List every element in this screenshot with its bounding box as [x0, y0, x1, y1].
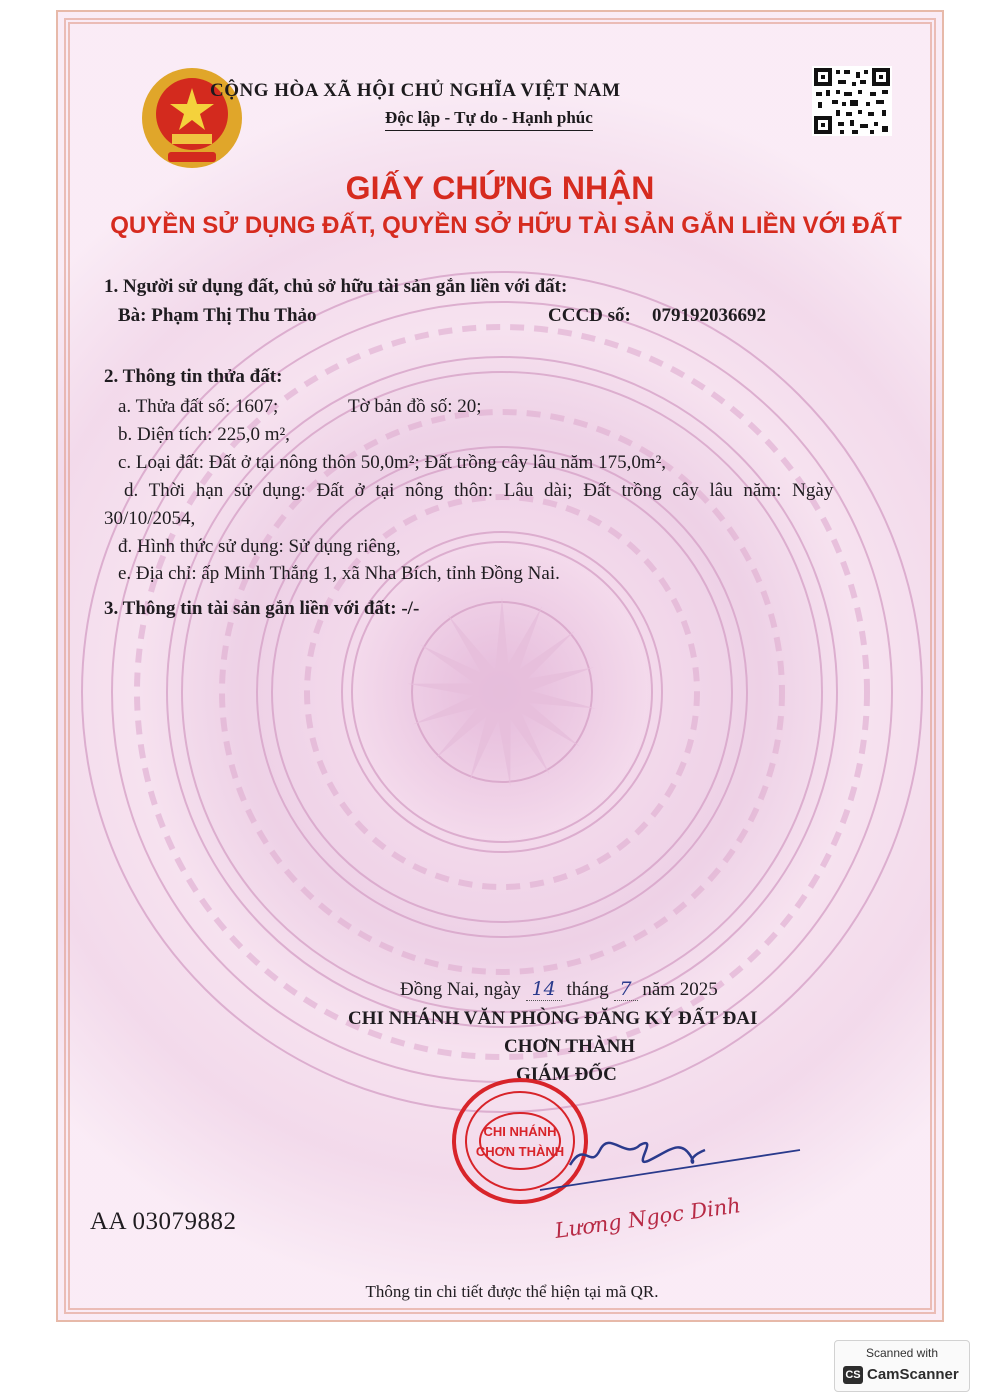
land-type: c. Loại đất: Đất ở tại nông thôn 50,0m²; Đất trồng cây lâu năm 175,0m², — [118, 452, 667, 473]
signer-name: Lương Ngọc Dinh — [553, 1193, 743, 1243]
place-date-prefix: Đồng Nai, ngày — [400, 979, 521, 1000]
address: e. Địa chỉ: ấp Minh Thắng 1, xã Nha Bích, tỉnh Đồng Nai. — [118, 563, 560, 584]
usage-term-line1: d. Thời hạn sử dụng: Đất ở tại nông thôn: Lâu dài; Đất trồng cây lâu năm: Ngày — [124, 480, 834, 501]
handwritten-signature — [530, 1120, 820, 1260]
certificate-subtitle: QUYỀN SỬ DỤNG ĐẤT, QUYỀN SỞ HỮU TÀI SẢN GẮN LIỀN VỚI ĐẤT — [110, 212, 902, 239]
id-number: 079192036692 — [652, 305, 766, 326]
scanner-badge — [834, 1340, 970, 1392]
id-label: CCCD số: — [548, 305, 631, 326]
parcel-number: a. Thửa đất số: 1607; — [118, 396, 279, 417]
svg-text:CHI NHÁNH: CHI NHÁNH — [483, 1124, 557, 1139]
scanner-badge-name: CamScanner — [867, 1366, 959, 1383]
signer-title: GIÁM ĐỐC — [516, 1064, 617, 1085]
country-name: CỘNG HÒA XÃ HỘI CHỦ NGHĨA VIỆT NAM — [210, 80, 621, 101]
usage-form: đ. Hình thức sử dụng: Sử dụng riêng, — [118, 536, 401, 557]
section1-heading: 1. Người sử dụng đất, chủ sở hữu tài sản gắn liền với đất: — [104, 276, 568, 297]
office-location: CHƠN THÀNH — [504, 1036, 636, 1057]
qr-note: Thông tin chi tiết được thể hiện tại mã QR. — [365, 1282, 659, 1301]
svg-text:CHƠN THÀNH: CHƠN THÀNH — [475, 1144, 565, 1159]
section2-heading: 2. Thông tin thửa đất: — [104, 366, 283, 387]
map-sheet-number: Tờ bản đồ số: 20; — [348, 396, 482, 417]
owner-name: Bà: Phạm Thị Thu Thảo — [118, 305, 317, 326]
camscanner-logo-icon: CS — [843, 1366, 863, 1384]
scanner-badge-caption: Scanned with — [865, 1346, 939, 1360]
office-name: CHI NHÁNH VĂN PHÒNG ĐĂNG KÝ ĐẤT ĐAI — [348, 1008, 758, 1029]
month-handwritten: 7 — [614, 978, 638, 1001]
month-label: tháng — [566, 979, 609, 1000]
year-text: năm 2025 — [642, 979, 718, 1000]
day-handwritten: 14 — [526, 978, 562, 1001]
usage-term-line2: 30/10/2054, — [104, 508, 196, 529]
certificate-title: GIẤY CHỨNG NHẬN — [345, 170, 655, 206]
area: b. Diện tích: 225,0 m², — [118, 424, 290, 445]
serial-number: AA 03079882 — [90, 1208, 237, 1235]
place-date — [400, 978, 718, 1001]
section3-heading: 3. Thông tin tài sản gắn liền với đất: -/- — [104, 598, 420, 619]
national-motto: Độc lập - Tự do - Hạnh phúc — [385, 108, 593, 131]
